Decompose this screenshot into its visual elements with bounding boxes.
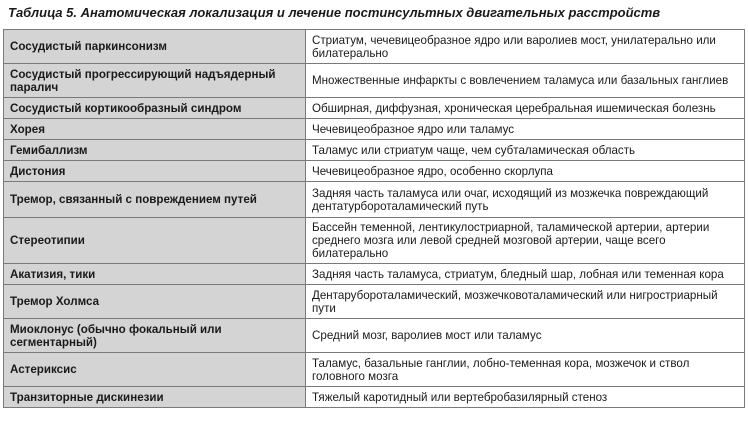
localization-cell: Обширная, диффузная, хроническая церебральная ишемическая болезнь — [306, 98, 745, 119]
localization-cell: Задняя часть таламуса или очаг, исходящий из мозжечка повреждающий дентатурбороталамический путь — [306, 182, 745, 218]
table-row — [4, 182, 745, 218]
disorder-name-cell: Стереотипии — [4, 218, 306, 264]
table-row — [4, 119, 745, 140]
localization-cell: Тяжелый каротидный или вертебробазилярный стеноз — [306, 387, 745, 408]
disorder-name-cell: Акатизия, тики — [4, 264, 306, 285]
localization-cell: Чечевицеобразное ядро или таламус — [306, 119, 745, 140]
disorder-name-cell: Транзиторные дискинезии — [4, 387, 306, 408]
table-row — [4, 285, 745, 319]
disorder-name-cell: Сосудистый прогрессирующий надъядерный паралич — [4, 64, 306, 98]
localization-table — [3, 29, 745, 408]
localization-cell: Задняя часть таламуса, стриатум, бледный шар, лобная или теменная кора — [306, 264, 745, 285]
disorder-name-cell: Тремор Холмса — [4, 285, 306, 319]
disorder-name-cell: Гемибаллизм — [4, 140, 306, 161]
disorder-name-cell: Астериксис — [4, 353, 306, 387]
localization-cell: Дентарубороталамический, мозжечковоталамический или нигростриарный пути — [306, 285, 745, 319]
localization-cell: Средний мозг, варолиев мост или таламус — [306, 319, 745, 353]
disorder-name-cell: Тремор, связанный с повреждением путей — [4, 182, 306, 218]
table-row — [4, 30, 745, 64]
table-caption: Таблица 5. Анатомическая локализация и лечение постинсультных двигательных расстройств — [8, 5, 661, 20]
table-row — [4, 319, 745, 353]
disorder-name-cell: Хорея — [4, 119, 306, 140]
localization-cell: Чечевицеобразное ядро, особенно скорлупа — [306, 161, 745, 182]
localization-cell: Таламус или стриатум чаще, чем субталамическая область — [306, 140, 745, 161]
disorder-name-cell: Миоклонус (обычно фокальный или сегментарный) — [4, 319, 306, 353]
table-row — [4, 161, 745, 182]
disorder-name-cell: Сосудистый паркинсонизм — [4, 30, 306, 64]
table-row — [4, 64, 745, 98]
table-row — [4, 218, 745, 264]
disorder-name-cell: Дистония — [4, 161, 306, 182]
localization-cell: Множественные инфаркты с вовлечением таламуса или базальных ганглиев — [306, 64, 745, 98]
table-row — [4, 264, 745, 285]
localization-cell: Стриатум, чечевицеобразное ядро или варолиев мост, унилатерально или билатерально — [306, 30, 745, 64]
localization-cell: Бассейн теменной, лентикулостриарной, таламической артерии, артерии среднего мозга или левой средней мозговой артерии, чаще всего билатерально — [306, 218, 745, 264]
table-row — [4, 387, 745, 408]
localization-cell: Таламус, базальные ганглии, лобно-теменная кора, мозжечок и ствол головного мозга — [306, 353, 745, 387]
table-row — [4, 98, 745, 119]
table-row — [4, 140, 745, 161]
table-row — [4, 353, 745, 387]
disorder-name-cell: Сосудистый кортикообразный синдром — [4, 98, 306, 119]
